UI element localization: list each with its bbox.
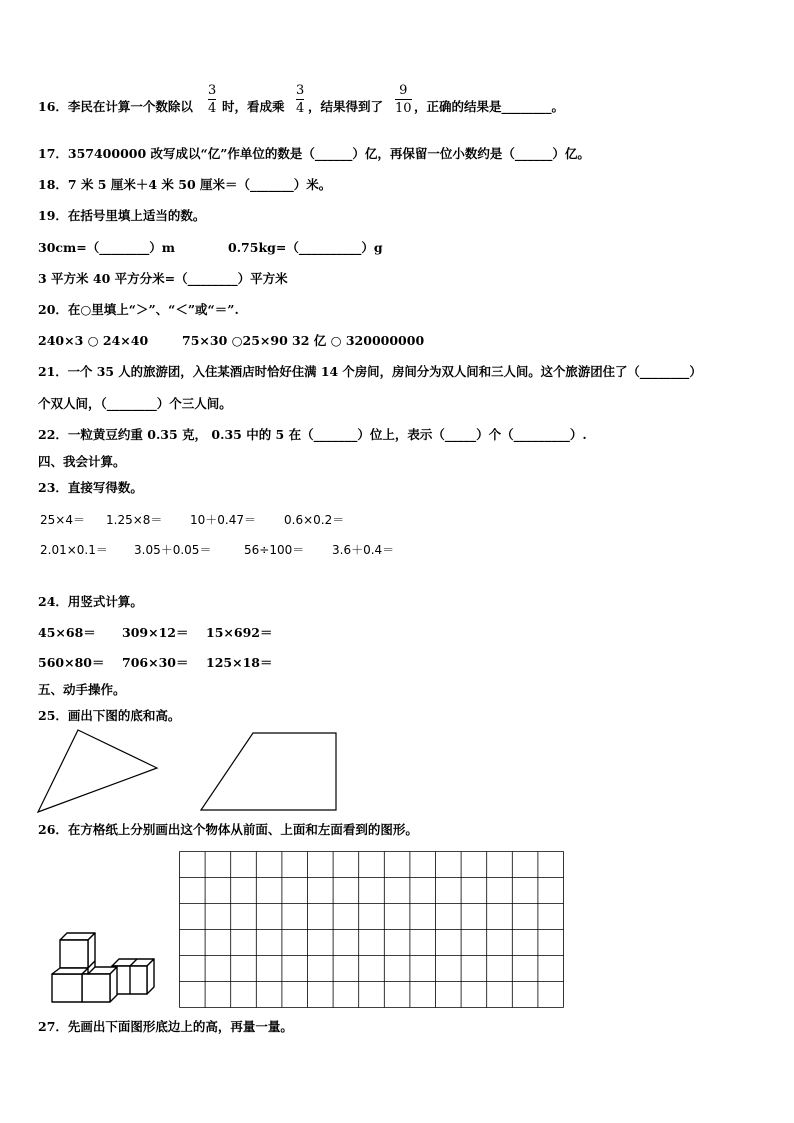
q21-line2: 个双人间，（________）个三人间。 <box>38 396 232 411</box>
fraction-denominator: 4 <box>296 101 305 116</box>
section-5-heading: 五、动手操作。 <box>38 682 126 697</box>
q23-item: 56÷100＝ <box>244 543 305 557</box>
fraction-numerator: 9 <box>399 83 408 98</box>
q19-item-a: 30cm=（________）m <box>38 240 175 255</box>
q16-text-end: ，正确的结果是________。 <box>414 99 565 114</box>
section-4-heading: 四、我会计算。 <box>38 454 126 469</box>
grid-paper[interactable] <box>179 851 565 1009</box>
q24-item: 706×30＝ <box>122 655 189 670</box>
q23-item: 3.6＋0.4＝ <box>332 543 395 557</box>
q20-item-c: 32 亿 ○ 320000000 <box>292 333 425 348</box>
q16-text-pre: 16．李民在计算一个数除以 <box>38 99 193 114</box>
q27-title: 27．先画出下面图形底边上的高，再量一量。 <box>38 1019 293 1034</box>
q23-item: 0.6×0.2＝ <box>284 513 345 527</box>
q19-title: 19．在括号里填上适当的数。 <box>38 208 206 223</box>
q18-text: 18．7 米 5 厘米＋4 米 50 厘米＝（_______）米。 <box>38 177 332 192</box>
q19-item-c: 3 平方米 40 平方分米=（________）平方米 <box>38 271 288 286</box>
fraction-denominator: 10 <box>395 101 412 116</box>
q23-title: 23．直接写得数。 <box>38 480 143 495</box>
q23-item: 25×4＝ <box>40 513 85 527</box>
q24-item: 309×12＝ <box>122 625 189 640</box>
triangle-figure <box>38 730 157 812</box>
q24-item: 560×80＝ <box>38 655 105 670</box>
q20-item-b: 75×30 ○25×90 <box>182 333 288 348</box>
q20-item-a: 240×3 ○ 24×40 <box>38 333 149 348</box>
fraction-numerator: 3 <box>296 83 305 98</box>
trapezoid-figure <box>201 733 336 810</box>
q23-item: 1.25×8＝ <box>106 513 163 527</box>
cube-stack-figure <box>48 930 158 1004</box>
q21-line1: 21．一个 35 人的旅游团，入住某酒店时恰好住满 14 个房间，房间分为双人间和三人间。这个旅游团住了（________） <box>38 364 702 379</box>
q24-item: 125×18＝ <box>206 655 273 670</box>
q24-item: 15×692＝ <box>206 625 273 640</box>
q20-title: 20．在○里填上“＞”、“＜”或“＝”. <box>38 302 239 317</box>
q22-text: 22．一粒黄豆约重 0.35 克， 0.35 中的 5 在（_______）位上，表示（_____）个（_________）. <box>38 427 587 442</box>
q16-text-post: ，结果得到了 <box>308 99 384 114</box>
q19-item-b: 0.75kg=（__________）g <box>228 240 383 255</box>
q24-item: 45×68＝ <box>38 625 96 640</box>
q24-title: 24．用竖式计算。 <box>38 594 143 609</box>
q16-text-mid: 时，看成乘 <box>222 99 285 114</box>
q25-title: 25．画出下图的底和高。 <box>38 708 181 723</box>
q26-title: 26．在方格纸上分别画出这个物体从前面、上面和左面看到的图形。 <box>38 822 418 837</box>
fraction-numerator: 3 <box>208 83 217 98</box>
q23-item: 2.01×0.1＝ <box>40 543 108 557</box>
q23-item: 10＋0.47＝ <box>190 513 256 527</box>
q23-item: 3.05＋0.05＝ <box>134 543 212 557</box>
fraction-denominator: 4 <box>208 101 217 116</box>
q17-text: 17．357400000 改写成以“亿”作单位的数是（______）亿，再保留一位小数约是（______）亿。 <box>38 146 590 161</box>
